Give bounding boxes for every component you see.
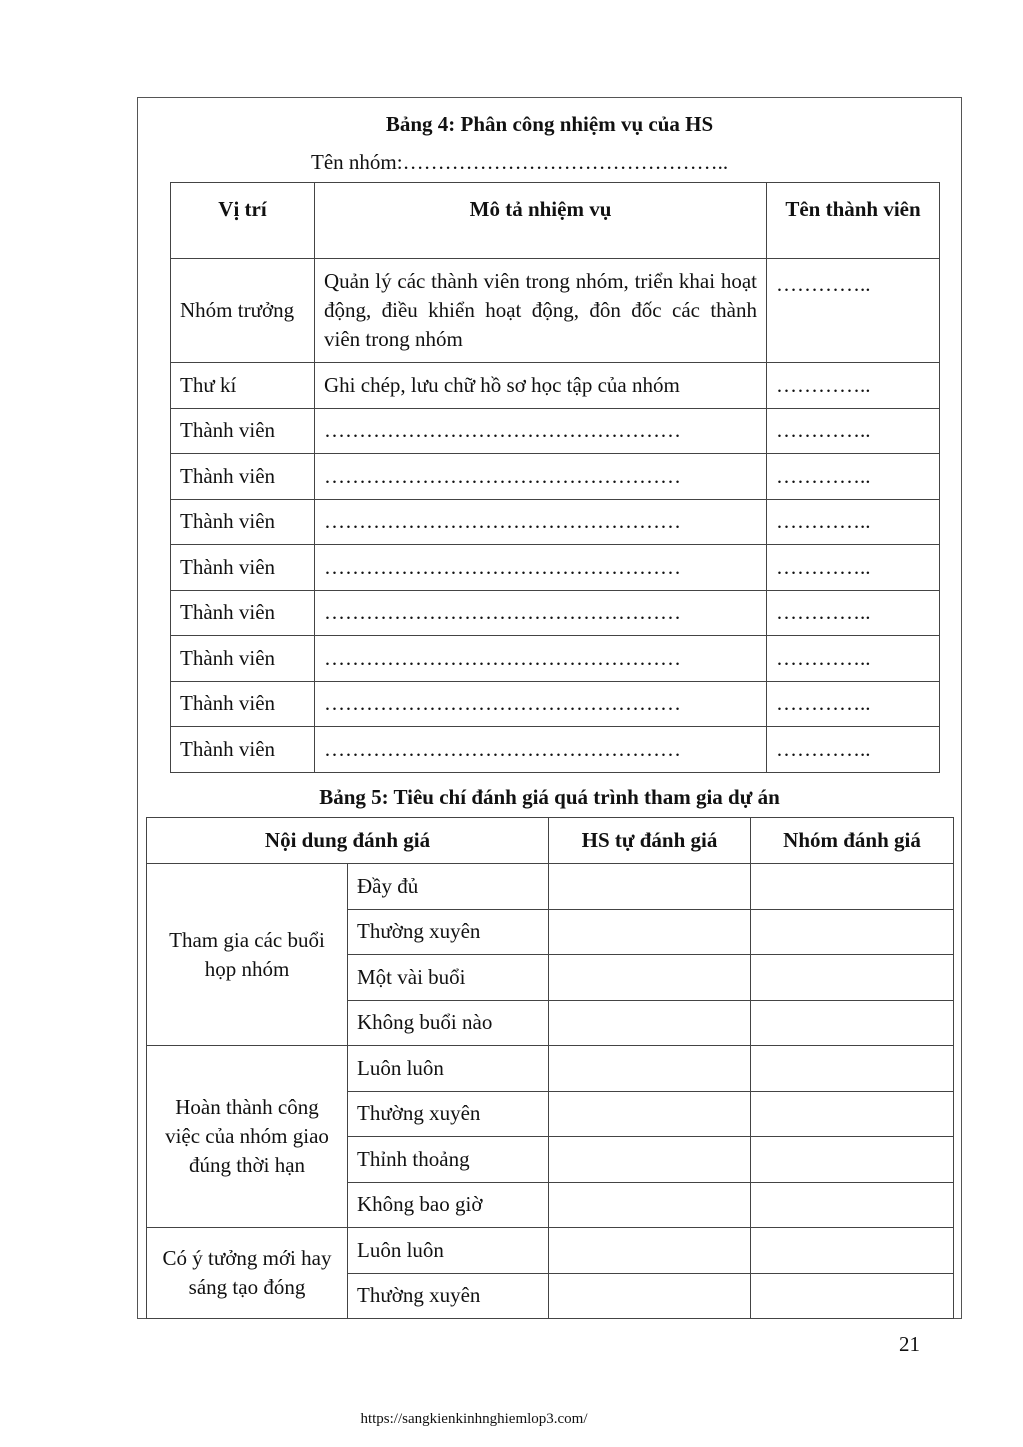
- role-cell: Thành viên: [171, 499, 315, 545]
- self-evaluation-cell: [549, 1273, 751, 1319]
- level-cell: Không buổi nào: [348, 1000, 549, 1046]
- group-evaluation-cell: [751, 1046, 954, 1092]
- group-evaluation-cell: [751, 1182, 954, 1228]
- header-self-evaluation: HS tự đánh giá: [549, 818, 751, 864]
- table4-title: Bảng 4: Phân công nhiệm vụ của HS: [385, 112, 714, 136]
- table5-title: Bảng 5: Tiêu chí đánh giá quá trình tham gia dự án: [319, 785, 780, 809]
- member-name-cell: …………..: [767, 590, 940, 636]
- role-cell: Thành viên: [171, 408, 315, 454]
- member-name-cell: …………..: [767, 545, 940, 591]
- role-cell: Nhóm trưởng: [171, 259, 315, 363]
- table-row: [171, 545, 940, 591]
- page-number: 21: [899, 1332, 920, 1356]
- level-cell: Một vài buổi: [348, 955, 549, 1001]
- level-cell: Thường xuyên: [348, 909, 549, 955]
- member-name-cell: …………..: [767, 363, 940, 409]
- member-name-cell: …………..: [767, 499, 940, 545]
- role-cell: Thành viên: [171, 636, 315, 682]
- group-evaluation-cell: [751, 1091, 954, 1137]
- task-assignment-table: [170, 182, 940, 773]
- self-evaluation-cell: [549, 1182, 751, 1228]
- footer-url: https://sangkienkinhnghiemlop3.com/: [360, 1411, 588, 1427]
- table-row: [171, 454, 940, 500]
- level-cell: Thường xuyên: [348, 1091, 549, 1137]
- member-name-cell: …………..: [767, 727, 940, 773]
- member-name-cell: …………..: [767, 408, 940, 454]
- group-evaluation-cell: [751, 1228, 954, 1274]
- task-description-cell: ……………………………………………: [315, 590, 767, 636]
- criterion-cell: Có ý tưởng mới hay sáng tạo đóng: [147, 1228, 348, 1319]
- role-cell: Thành viên: [171, 727, 315, 773]
- self-evaluation-cell: [549, 1000, 751, 1046]
- task-description-cell: ……………………………………………: [315, 636, 767, 682]
- group-evaluation-cell: [751, 1273, 954, 1319]
- header-group-evaluation: Nhóm đánh giá: [751, 818, 954, 864]
- level-cell: Luôn luôn: [348, 1046, 549, 1092]
- group-evaluation-cell: [751, 955, 954, 1001]
- self-evaluation-cell: [549, 909, 751, 955]
- self-evaluation-cell: [549, 1091, 751, 1137]
- criterion-cell: Hoàn thành công việc của nhóm giao đúng thời hạn: [147, 1046, 348, 1228]
- member-name-cell: …………..: [767, 636, 940, 682]
- task-description-cell: ……………………………………………: [315, 408, 767, 454]
- task-description-cell: ……………………………………………: [315, 681, 767, 727]
- self-evaluation-cell: [549, 1137, 751, 1183]
- task-description-cell: ……………………………………………: [315, 545, 767, 591]
- level-cell: Luôn luôn: [348, 1228, 549, 1274]
- level-cell: Thường xuyên: [348, 1273, 549, 1319]
- self-evaluation-cell: [549, 864, 751, 910]
- group-name-line: Tên nhóm:………………………………………..: [311, 150, 729, 174]
- table-row: [147, 1046, 954, 1092]
- header-position: Vị trí: [171, 183, 315, 259]
- task-description-cell: Quản lý các thành viên trong nhóm, triển khai hoạt động, điều khiển hoạt động, đôn đốc các thành viên trong nhóm: [315, 259, 767, 363]
- member-name-cell: …………..: [767, 454, 940, 500]
- table-row: [171, 590, 940, 636]
- table-row: [171, 363, 940, 409]
- group-evaluation-cell: [751, 1000, 954, 1046]
- task-description-cell: ……………………………………………: [315, 727, 767, 773]
- evaluation-criteria-table: [146, 817, 954, 1319]
- level-cell: Đầy đủ: [348, 864, 549, 910]
- self-evaluation-cell: [549, 1228, 751, 1274]
- self-evaluation-cell: [549, 1046, 751, 1092]
- header-evaluation-content: Nội dung đánh giá: [147, 818, 549, 864]
- role-cell: Thành viên: [171, 545, 315, 591]
- table-row: [171, 499, 940, 545]
- table-row: [147, 1228, 954, 1274]
- table-row: [171, 727, 940, 773]
- task-description-cell: Ghi chép, lưu chữ hồ sơ học tập của nhóm: [315, 363, 767, 409]
- role-cell: Thành viên: [171, 681, 315, 727]
- header-member-name: Tên thành viên: [767, 183, 940, 259]
- level-cell: Thỉnh thoảng: [348, 1137, 549, 1183]
- role-cell: Thành viên: [171, 590, 315, 636]
- role-cell: Thành viên: [171, 454, 315, 500]
- role-cell: Thư kí: [171, 363, 315, 409]
- criterion-cell: Tham gia các buổi họp nhóm: [147, 864, 348, 1046]
- member-name-cell: …………..: [767, 259, 940, 363]
- group-evaluation-cell: [751, 864, 954, 910]
- member-name-cell: …………..: [767, 681, 940, 727]
- level-cell: Không bao giờ: [348, 1182, 549, 1228]
- self-evaluation-cell: [549, 955, 751, 1001]
- table-row: [147, 864, 954, 910]
- task-description-cell: ……………………………………………: [315, 499, 767, 545]
- table-row: [171, 636, 940, 682]
- table-row: [171, 408, 940, 454]
- header-task-description: Mô tả nhiệm vụ: [315, 183, 767, 259]
- group-evaluation-cell: [751, 909, 954, 955]
- table-row: [171, 259, 940, 363]
- table-row: [171, 681, 940, 727]
- group-evaluation-cell: [751, 1137, 954, 1183]
- task-description-cell: ……………………………………………: [315, 454, 767, 500]
